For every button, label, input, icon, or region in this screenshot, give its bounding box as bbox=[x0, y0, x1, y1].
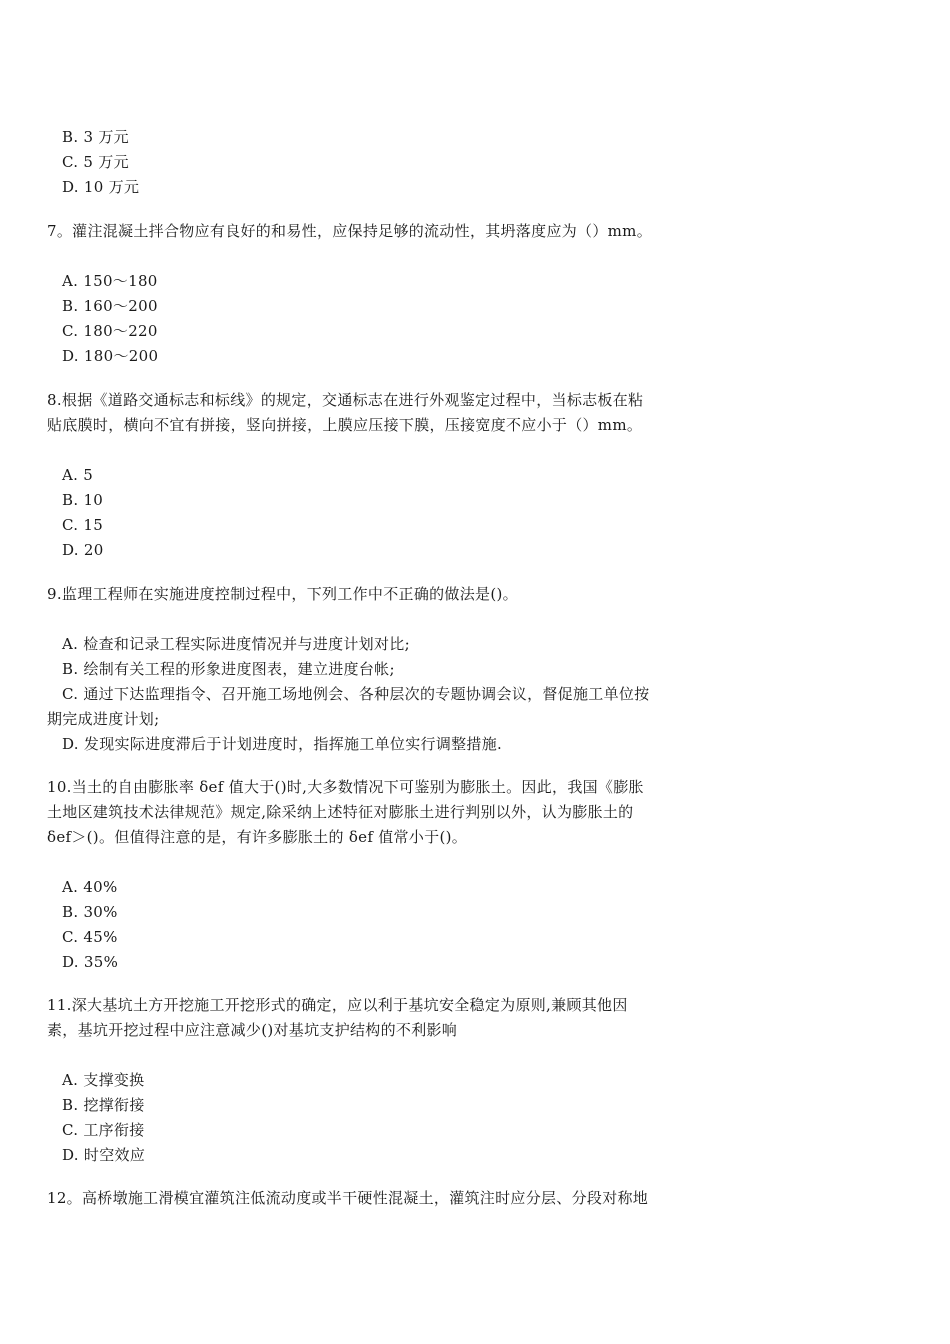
option-item: B. 绘制有关工程的形象进度图表，建立进度台帐; bbox=[62, 660, 395, 678]
question-9-stem: 9.监理工程师在实施进度控制过程中，下列工作中不正确的做法是()。 bbox=[47, 585, 518, 603]
option-item: B. 30% bbox=[62, 903, 118, 921]
option-item: B. 3 万元 bbox=[62, 128, 129, 146]
question-11-stem-cont: 素，基坑开挖过程中应注意减少()对基坑支护结构的不利影响 bbox=[47, 1021, 458, 1039]
option-item: C. 15 bbox=[62, 516, 104, 534]
question-10-stem-cont: δef＞()。但值得注意的是，有许多膨胀土的 δef 值常小于()。 bbox=[47, 828, 468, 846]
question-10-stem-cont: 土地区建筑技术法律规范》规定,除采纳上述特征对膨胀土进行判别以外，认为膨胀土的 bbox=[47, 803, 634, 821]
option-item: D. 时空效应 bbox=[62, 1146, 146, 1164]
option-item: A. 支撑变换 bbox=[62, 1071, 145, 1089]
option-item: C. 通过下达监理指令、召开施工场地例会、各种层次的专题协调会议，督促施工单位按 bbox=[62, 685, 650, 703]
option-item: D. 发现实际进度滞后于计划进度时，指挥施工单位实行调整措施. bbox=[62, 735, 503, 753]
option-item: A. 150～180 bbox=[62, 272, 158, 290]
question-7-stem: 7。灌注混凝土拌合物应有良好的和易性，应保持足够的流动性，其坍落度应为（）mm。 bbox=[47, 222, 652, 240]
option-item-cont: 期完成进度计划; bbox=[47, 710, 160, 728]
option-item: A. 5 bbox=[62, 466, 94, 484]
option-item: D. 35% bbox=[62, 953, 119, 971]
option-item: D. 20 bbox=[62, 541, 104, 559]
question-8-stem: 8.根据《道路交通标志和标线》的规定，交通标志在进行外观鉴定过程中，当标志板在粘 bbox=[47, 391, 644, 409]
option-item: A. 40% bbox=[62, 878, 118, 896]
option-item: B. 160～200 bbox=[62, 297, 158, 315]
option-item: D. 10 万元 bbox=[62, 178, 140, 196]
option-item: B. 挖撑衔接 bbox=[62, 1096, 145, 1114]
option-item: D. 180～200 bbox=[62, 347, 159, 365]
option-item: A. 检查和记录工程实际进度情况并与进度计划对比; bbox=[62, 635, 410, 653]
option-item: C. 45% bbox=[62, 928, 118, 946]
question-8-stem-cont: 贴底膜时，横向不宜有拼接，竖向拼接，上膜应压接下膜，压接宽度不应小于（）mm。 bbox=[47, 416, 643, 434]
question-12-stem: 12。高桥墩施工滑模宜灌筑注低流动度或半干硬性混凝土，灌筑注时应分层、分段对称地 bbox=[47, 1189, 649, 1207]
option-item: C. 5 万元 bbox=[62, 153, 129, 171]
question-10-stem: 10.当土的自由膨胀率 δef 值大于()时,大多数情况下可鉴别为膨胀土。因此，我国《膨胀 bbox=[47, 778, 644, 796]
option-item: B. 10 bbox=[62, 491, 104, 509]
question-11-stem: 11.深大基坑土方开挖施工开挖形式的确定，应以利于基坑安全稳定为原则,兼顾其他因 bbox=[47, 996, 628, 1014]
option-item: C. 工序衔接 bbox=[62, 1121, 145, 1139]
option-item: C. 180～220 bbox=[62, 322, 158, 340]
